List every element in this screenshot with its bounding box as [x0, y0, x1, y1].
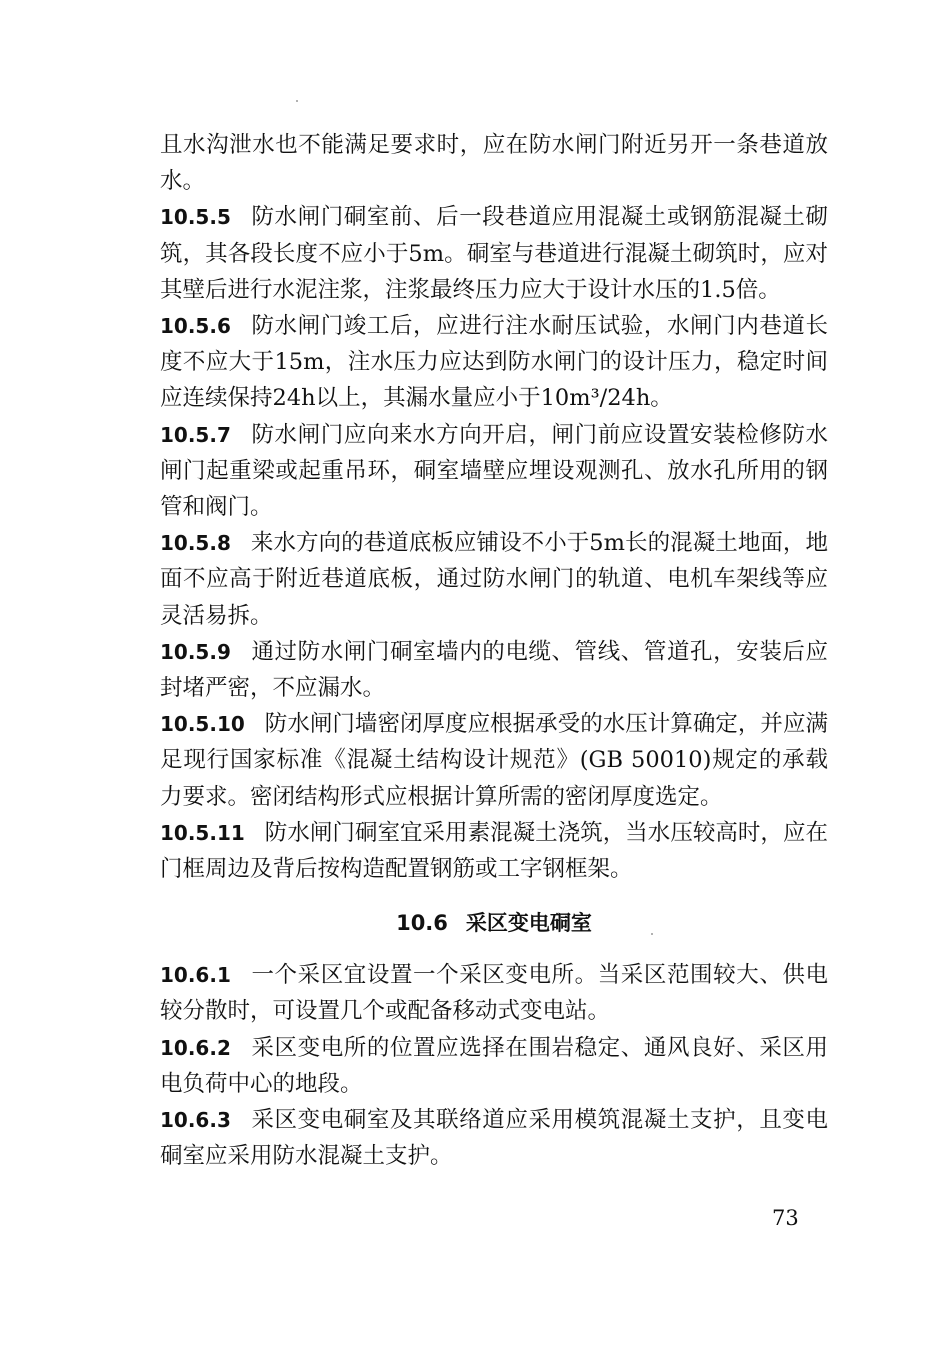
section-heading	[160, 905, 828, 941]
clause-number: 10.5.6	[160, 314, 231, 339]
clause-text: 防水闸门应向来水方向开启，闸门前应设置安装检修防水闸门起重梁或起重吊环，硐室墙壁应埋设观测孔、放水孔所用的钢管和阀门。	[160, 421, 828, 521]
clause-10-6-3	[160, 1102, 828, 1174]
clause-number: 10.6.3	[160, 1108, 231, 1133]
scan-speck	[296, 100, 298, 102]
clause-10-6-1	[160, 957, 828, 1029]
section-number: 10.6	[396, 911, 448, 936]
continuation-paragraph	[160, 127, 828, 199]
clause-number: 10.5.10	[160, 712, 245, 737]
clause-10-5-6	[160, 308, 828, 417]
clause-10-5-10	[160, 706, 828, 815]
clause-text: 防水闸门墙密闭厚度应根据承受的水压计算确定，并应满足现行国家标准《混凝土结构设计规范》(GB 50010)规定的承载力要求。密闭结构形式应根据计算所需的密闭厚度选定。	[160, 711, 828, 810]
page-body	[160, 127, 828, 1174]
clause-number: 10.5.8	[160, 531, 231, 556]
paragraph-text: 且水沟泄水也不能满足要求时，应在防水闸门附近另开一条巷道放水。	[160, 132, 828, 195]
clause-number: 10.5.5	[160, 205, 231, 230]
clause-text: 防水闸门硐室前、后一段巷道应用混凝土或钢筋混凝土砌筑，其各段长度不应小于5m。硐室与巷道进行混凝土砌筑时，应对其壁后进行水泥注浆，注浆最终压力应大于设计水压的1.5倍。	[160, 204, 828, 303]
clause-text: 一个采区宜设置一个采区变电所。当采区范围较大、供电较分散时，可设置几个或配备移动式变电站。	[160, 962, 828, 1025]
clause-text: 防水闸门硐室宜采用素混凝土浇筑，当水压较高时，应在门框周边及背后按构造配置钢筋或工字钢框架。	[160, 819, 828, 883]
section-title-text: 采区变电硐室	[465, 911, 592, 936]
clause-10-5-5	[160, 199, 828, 308]
clause-10-5-11	[160, 815, 828, 887]
page-number: 73	[772, 1206, 799, 1230]
clause-text: 采区变电所的位置应选择在围岩稳定、通风良好、采区用电负荷中心的地段。	[160, 1034, 828, 1097]
clause-10-6-2	[160, 1030, 828, 1102]
clause-text: 通过防水闸门硐室墙内的电缆、管线、管道孔，安装后应封堵严密，不应漏水。	[160, 638, 828, 702]
clause-number: 10.5.7	[160, 422, 231, 447]
clause-text: 防水闸门竣工后，应进行注水耐压试验，水闸门内巷道长度不应大于15m，注水压力应达到防水闸门的设计压力，稳定时间应连续保持24h以上，其漏水量应小于10m³/24h。	[160, 313, 828, 412]
clause-number: 10.6.1	[160, 963, 231, 988]
clause-10-5-9	[160, 634, 828, 706]
clause-text: 来水方向的巷道底板应铺设不小于5m长的混凝土地面，地面不应高于附近巷道底板，通过防水闸门的轨道、电机车架线等应灵活易拆。	[160, 530, 828, 629]
clause-number: 10.5.11	[160, 820, 245, 845]
clause-text: 采区变电硐室及其联络道应采用模筑混凝土支护，且变电硐室应采用防水混凝土支护。	[160, 1107, 828, 1170]
clause-number: 10.6.2	[160, 1035, 231, 1060]
clause-number: 10.5.9	[160, 639, 231, 664]
clause-10-5-8	[160, 525, 828, 634]
clause-10-5-7	[160, 417, 828, 526]
